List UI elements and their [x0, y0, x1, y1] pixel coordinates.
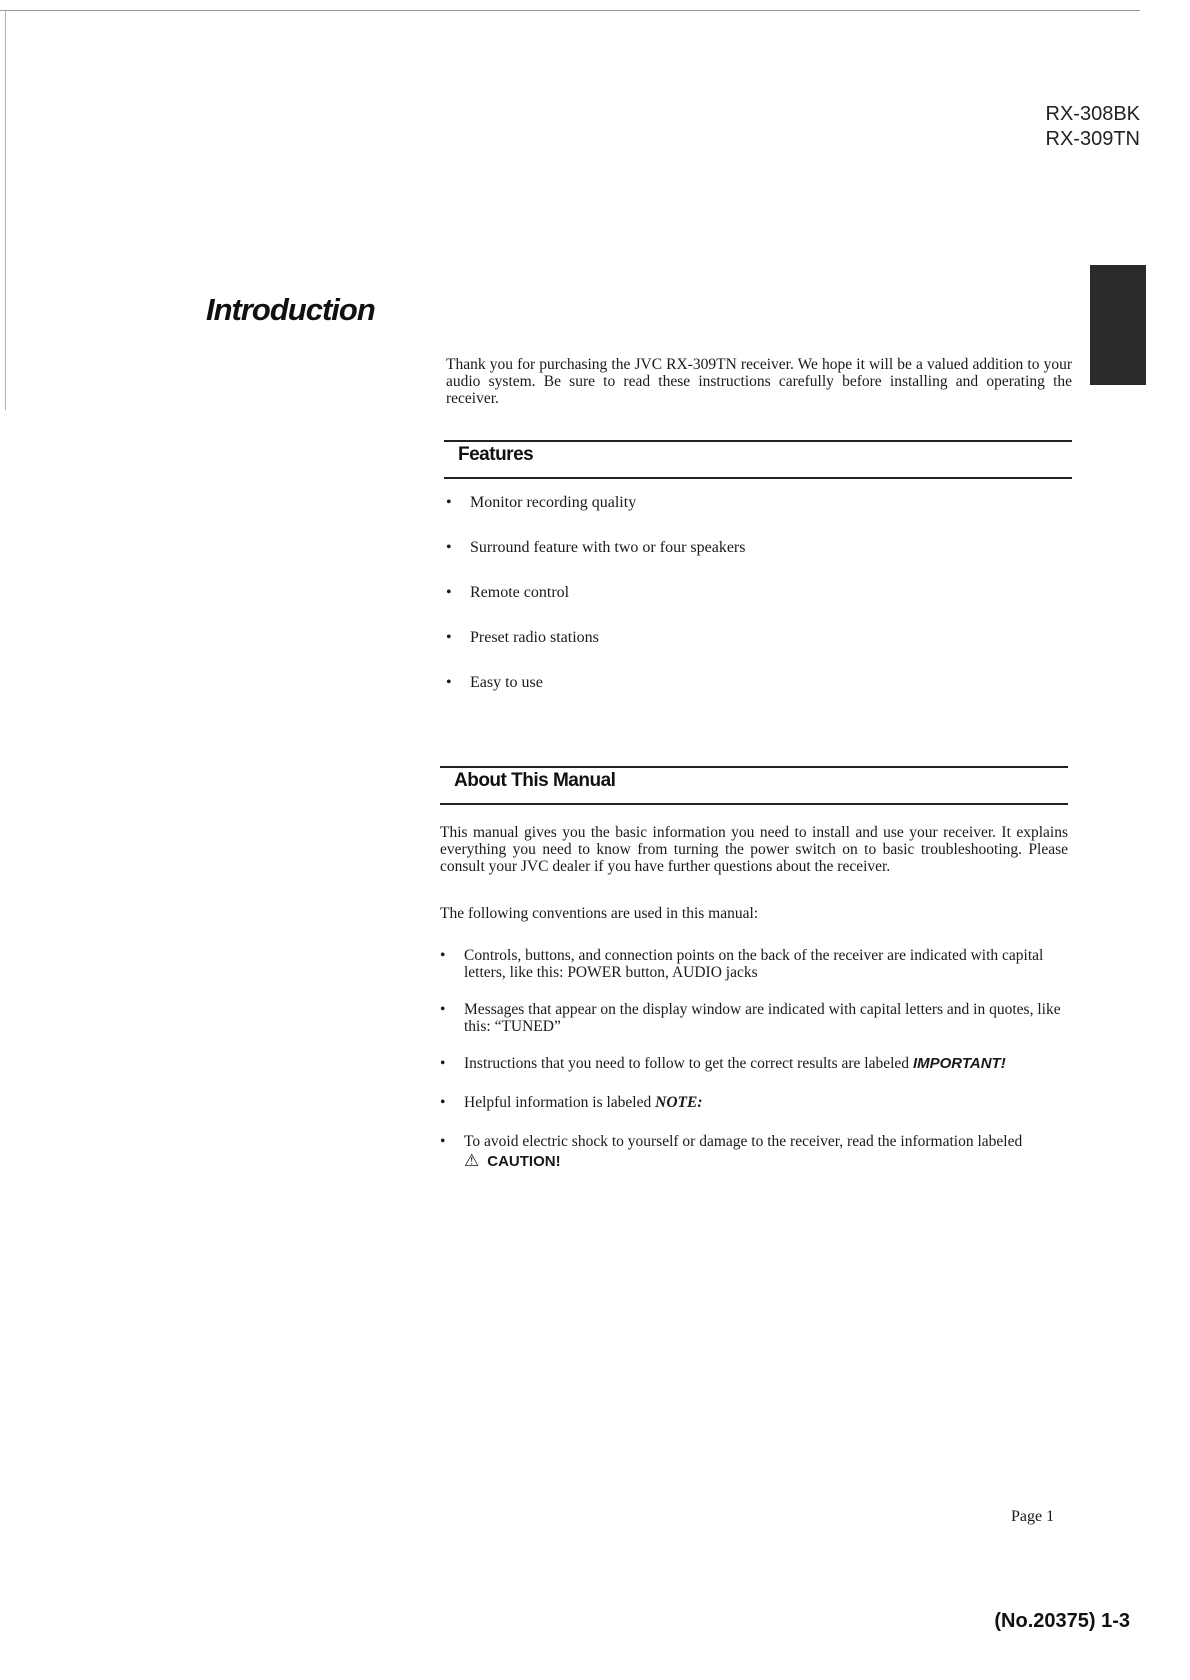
conventions-intro: The following conventions are used in this manual:	[440, 905, 759, 922]
page-number: Page 1	[1011, 1508, 1055, 1525]
convention-text: Messages that appear on the display window are indicated with capital letters and in quotes, like this: “TUNED”	[464, 1001, 1061, 1035]
list-item: • Surround feature with two or four speakers	[446, 539, 1066, 584]
section-tab-marker	[1090, 265, 1146, 385]
convention-text: To avoid electric shock to yourself or damage to the receiver, read the information labeled	[464, 1133, 1023, 1150]
caution-label-group	[464, 1152, 561, 1170]
scan-edge-left	[5, 10, 6, 410]
list-item: • Monitor recording quality	[446, 494, 1066, 539]
list-item	[440, 947, 1068, 981]
convention-text: Helpful information is labeled	[464, 1094, 656, 1111]
intro-paragraph: Thank you for purchasing the JVC RX-309TN receiver. We hope it will be a valued addition to your audio system. Be sure to read these instructions carefully before installing and operating the receiver.	[446, 356, 1072, 407]
convention-text: Controls, buttons, and connection points on the back of the receiver are indicated with capital letters, like this: POWER button, AUDIO jacks	[464, 947, 1044, 981]
caution-label: CAUTION!	[487, 1153, 561, 1170]
model-numbers	[1046, 102, 1141, 152]
list-item: • Easy to use	[446, 674, 1066, 719]
list-item	[440, 1133, 1068, 1170]
features-heading: Features	[458, 444, 534, 465]
list-item: • Remote control	[446, 584, 1066, 629]
model-number: RX-308BK	[1045, 103, 1140, 125]
scan-edge-top	[0, 10, 1140, 11]
important-label: IMPORTANT!	[912, 1055, 1006, 1072]
about-heading: About This Manual	[454, 770, 616, 791]
list-item	[440, 1055, 1068, 1072]
features-heading-bar	[444, 440, 1072, 479]
document-code: (No.20375) 1-3	[994, 1610, 1130, 1632]
list-item	[440, 1001, 1068, 1035]
about-heading-bar	[440, 766, 1068, 805]
warning-triangle-icon: ⚠	[464, 1151, 480, 1170]
features-list	[446, 494, 1066, 719]
list-item	[440, 1094, 1068, 1111]
list-item: • Preset radio stations	[446, 629, 1066, 674]
page-title: Introduction	[206, 292, 375, 327]
note-label: NOTE:	[655, 1094, 703, 1111]
conventions-list	[440, 947, 1068, 1190]
model-number: RX-309TN	[1045, 128, 1140, 150]
convention-text: Instructions that you need to follow to get the correct results are labeled	[464, 1055, 913, 1072]
about-paragraph: This manual gives you the basic information you need to install and use your receiver. It explains everything you need to know from turning the power switch on to basic troubleshooting. Please consult your JVC dealer if you have further questions about the receiver.	[440, 824, 1068, 875]
